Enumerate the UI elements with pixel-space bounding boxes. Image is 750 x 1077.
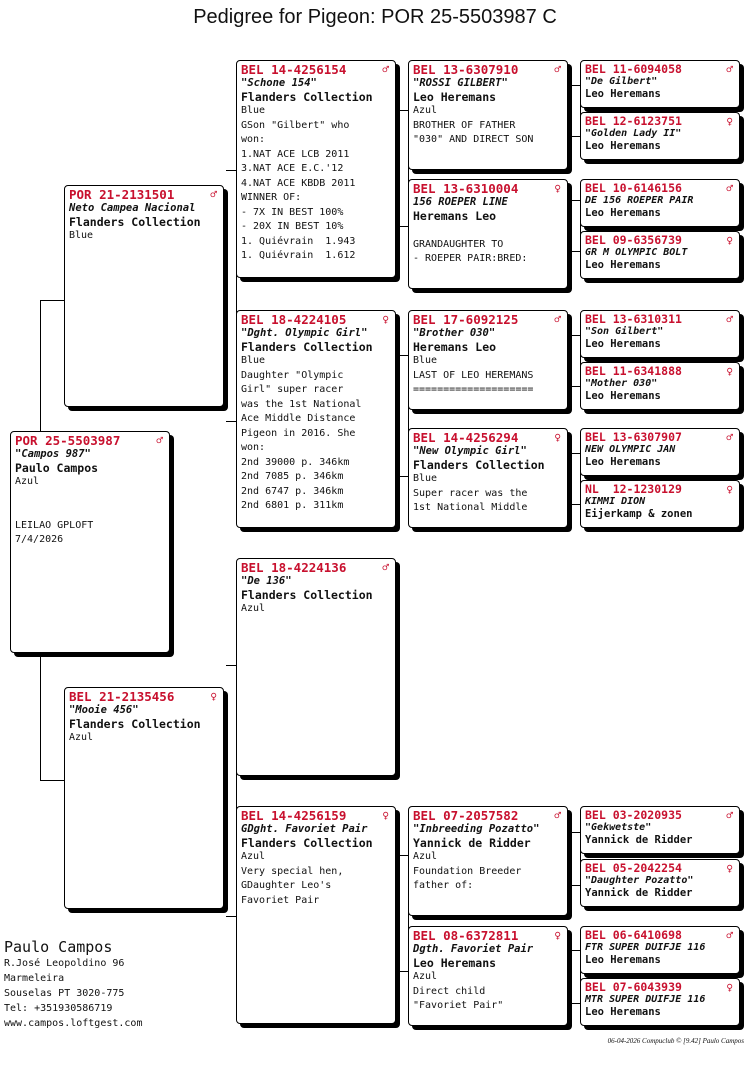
breeder: Leo Heremans: [585, 259, 661, 271]
owner-website[interactable]: www.campos.loftgest.com: [4, 1018, 143, 1029]
female-icon: ♀: [382, 313, 389, 326]
info-line: [15, 504, 165, 519]
breeder: Leo Heremans: [585, 88, 661, 100]
info-line: 2nd 7085 p. 346km: [241, 471, 344, 482]
info-line: Azul: [413, 971, 438, 982]
pigeon-card-g3[interactable]: [580, 179, 740, 227]
ring-number: BEL 14-4256294: [413, 430, 519, 445]
owner-name: Paulo Campos: [4, 938, 113, 956]
info-line: 7/4/2026: [15, 534, 64, 545]
breeder: Heremans Leo: [413, 340, 497, 354]
info-line: Very special hen,: [241, 865, 344, 877]
female-icon: ♀: [726, 483, 733, 496]
male-icon: ♂: [554, 809, 561, 822]
info-line: Super racer was the: [413, 487, 528, 499]
info-line: 2nd 6801 p. 311km: [241, 500, 344, 511]
ring-number: NL 12-1230129: [585, 482, 682, 496]
ring-number: BEL 13-6310311: [585, 312, 682, 326]
info-line: [413, 223, 563, 238]
info-line: Azul: [413, 105, 438, 116]
pigeon-name: "Inbreeding Pozatto": [413, 823, 540, 835]
info-line: father of:: [413, 880, 474, 891]
pigeon-card-ssd[interactable]: [408, 179, 568, 289]
breeder: Leo Heremans: [585, 390, 661, 402]
breeder: Yannick de Ridder: [585, 834, 693, 846]
ring-number: BEL 09-6356739: [585, 233, 682, 247]
owner-address: R.José Leopoldino 96: [4, 958, 125, 969]
owner-block: [4, 938, 142, 1031]
female-icon: ♀: [726, 862, 733, 875]
pigeon-name: "Schone 154": [241, 77, 317, 89]
ring-number: BEL 11-6341888: [585, 364, 682, 378]
pigeon-name: "Son Gilbert": [585, 326, 664, 337]
breeder: Leo Heremans: [413, 90, 497, 104]
breeder: Paulo Campos: [15, 461, 99, 475]
pigeon-card-dam[interactable]: [64, 687, 224, 909]
male-icon: ♂: [726, 182, 733, 195]
ring-number: BEL 06-6410698: [585, 928, 682, 942]
pigeon-card-sds[interactable]: [408, 310, 568, 410]
ring-number: BEL 03-2020935: [585, 808, 682, 822]
pigeon-card-sss[interactable]: [408, 60, 568, 170]
breeder: Leo Heremans: [585, 1006, 661, 1018]
breeder: Flanders Collection: [69, 215, 201, 229]
breeder: Leo Heremans: [585, 207, 661, 219]
info-line: Favoriet Pair: [241, 894, 320, 906]
connector: [40, 300, 65, 431]
info-line: Azul: [413, 851, 438, 862]
ring-number: POR 21-2131501: [69, 187, 175, 202]
pigeon-name: FTR SUPER DUIFJE 116: [585, 942, 706, 953]
info-line: Azul: [241, 603, 266, 614]
female-icon: ♀: [554, 182, 561, 195]
ring-number: BEL 13-6310004: [413, 181, 519, 196]
info-line: LAST OF LEO HEREMANS: [413, 369, 534, 381]
info-line: won:: [241, 134, 266, 145]
ring-number: BEL 08-6372811: [413, 928, 519, 943]
info-line: Blue: [241, 105, 266, 116]
info-line: Azul: [15, 476, 40, 487]
info-line: Ace Middle Distance: [241, 413, 356, 424]
ring-number: BEL 12-6123751: [585, 114, 682, 128]
breeder: Eijerkamp & zonen: [585, 508, 693, 520]
male-icon: ♂: [726, 809, 733, 822]
female-icon: ♀: [382, 809, 389, 822]
info-line: Blue: [241, 355, 266, 366]
pigeon-name: 156 ROEPER LINE: [413, 196, 508, 208]
ring-number: BEL 21-2135456: [69, 689, 175, 704]
male-icon: ♂: [726, 929, 733, 942]
female-icon: ♀: [210, 690, 217, 703]
ring-number: POR 25-5503987: [15, 433, 121, 448]
pigeon-card-g16[interactable]: [580, 978, 740, 1026]
ring-number: BEL 13-6307910: [413, 62, 519, 77]
female-icon: ♀: [726, 365, 733, 378]
pigeon-name: "Golden Lady II": [585, 128, 682, 139]
breeder: Leo Heremans: [413, 956, 497, 970]
breeder: Leo Heremans: [585, 140, 661, 152]
female-icon: ♀: [554, 929, 561, 942]
pigeon-card-g1[interactable]: [580, 60, 740, 108]
info-line: GDaughter Leo's: [241, 880, 332, 891]
male-icon: ♂: [156, 434, 163, 447]
ring-number: BEL 18-4224136: [241, 560, 347, 575]
female-icon: ♀: [726, 981, 733, 994]
pigeon-card-g14[interactable]: [580, 859, 740, 907]
ring-number: BEL 11-6094058: [585, 62, 682, 76]
info-line: Blue: [413, 473, 438, 484]
footer-credit: 06-04-2026 Compuclub © [9.42] Paulo Campos: [607, 1037, 744, 1045]
pigeon-card-g6[interactable]: [580, 362, 740, 410]
info-line: Girl" super racer: [241, 384, 344, 395]
ring-number: BEL 05-2042254: [585, 861, 682, 875]
male-icon: ♂: [210, 188, 217, 201]
pigeon-name: "De Gilbert": [585, 76, 658, 87]
pigeon-card-dam-dam[interactable]: [236, 806, 396, 1024]
pigeon-card-sire[interactable]: [64, 185, 224, 407]
ring-number: BEL 07-2057582: [413, 808, 519, 823]
breeder: Flanders Collection: [241, 340, 373, 354]
info-line: 2nd 6747 p. 346km: [241, 485, 344, 497]
info-line: LEILAO GPLOFT: [15, 519, 94, 531]
info-line: Azul: [69, 732, 94, 743]
pigeon-card-ddd[interactable]: [408, 926, 568, 1026]
info-line: Blue: [413, 355, 438, 366]
male-icon: ♂: [382, 561, 389, 574]
ring-number: BEL 14-4256159: [241, 808, 347, 823]
pigeon-card-sdd[interactable]: [408, 428, 568, 528]
pigeon-name: Dgth. Favoriet Pair: [413, 943, 534, 955]
female-icon: ♀: [726, 115, 733, 128]
info-line: 3.NAT ACE E.C.'12: [241, 163, 344, 174]
male-icon: ♂: [554, 63, 561, 76]
male-icon: ♂: [554, 313, 561, 326]
breeder: Yannick de Ridder: [585, 887, 693, 899]
info-line: Azul: [241, 851, 266, 862]
info-line: 2nd 39000 p. 346km: [241, 456, 350, 468]
info-line: [15, 490, 165, 505]
info-line: Foundation Breeder: [413, 865, 522, 877]
breeder: Leo Heremans: [585, 456, 661, 468]
info-line: 1st National Middle: [413, 502, 528, 513]
breeder: Flanders Collection: [413, 458, 545, 472]
pigeon-card-dam-sire[interactable]: [236, 558, 396, 776]
pigeon-name: "Gekwetste": [585, 822, 652, 833]
connector: [40, 652, 65, 781]
ring-number: BEL 13-6307907: [585, 430, 682, 444]
pigeon-name: GDght. Favoriet Pair: [241, 823, 368, 835]
breeder: Flanders Collection: [241, 90, 373, 104]
pigeon-card-g8[interactable]: [580, 480, 740, 528]
info-line: 1.NAT ACE LCB 2011: [241, 148, 350, 160]
breeder: Flanders Collection: [69, 717, 201, 731]
pigeon-name: Neto Campea Nacional: [69, 202, 196, 214]
info-line: 1. Quiévrain 1.612: [241, 250, 356, 261]
pigeon-name: "Dght. Olympic Girl": [241, 327, 368, 339]
pigeon-name: "Brother 030": [413, 327, 496, 339]
info-line: BROTHER OF FATHER: [413, 119, 516, 131]
breeder: Heremans Leo: [413, 209, 497, 223]
pigeon-name: "De 136": [241, 575, 292, 587]
info-line: won:: [241, 442, 266, 453]
pigeon-name: NEW OLYMPIC JAN: [585, 444, 676, 455]
pigeon-card-sire-sire[interactable]: [236, 60, 396, 278]
ring-number: BEL 17-6092125: [413, 312, 519, 327]
info-line: Daughter "Olympic: [241, 369, 344, 381]
owner-phone: Tel: +351930586719: [4, 1003, 113, 1014]
breeder: Flanders Collection: [241, 836, 373, 850]
info-line: Pigeon in 2016. She: [241, 427, 356, 439]
info-line: 1. Quiévrain 1.943: [241, 235, 356, 247]
pigeon-card-g2[interactable]: [580, 112, 740, 160]
male-icon: ♂: [382, 63, 389, 76]
pigeon-card-g7[interactable]: [580, 428, 740, 476]
pigeon-name: MTR SUPER DUIFJE 116: [585, 994, 706, 1005]
female-icon: ♀: [554, 431, 561, 444]
pigeon-card-g15[interactable]: [580, 926, 740, 974]
female-icon: ♀: [726, 234, 733, 247]
pigeon-name: "New Olympic Girl": [413, 445, 527, 457]
male-icon: ♂: [726, 63, 733, 76]
info-line: Blue: [69, 230, 94, 241]
info-line: "Favoriet Pair": [413, 1000, 504, 1011]
owner-postcode: Souselas PT 3020-775: [4, 988, 125, 999]
ring-number: BEL 10-6146156: [585, 181, 682, 195]
breeder: Flanders Collection: [241, 588, 373, 602]
page-title: Pedigree for Pigeon: POR 25-5503987 C: [193, 6, 557, 28]
pigeon-card-dds[interactable]: [408, 806, 568, 916]
breeder: Leo Heremans: [585, 954, 661, 966]
info-line: 4.NAT ACE KBDB 2011: [241, 177, 356, 189]
pigeon-name: "ROSSI GILBERT": [413, 77, 508, 89]
pigeon-card-subject[interactable]: [10, 431, 170, 653]
breeder: Yannick de Ridder: [413, 836, 531, 850]
ring-number: BEL 07-6043939: [585, 980, 682, 994]
pigeon-name: "Daughter Pozatto": [585, 875, 694, 886]
pigeon-name: KIMMI DION: [585, 496, 646, 507]
info-line: was the 1st National: [241, 398, 362, 410]
male-icon: ♂: [726, 313, 733, 326]
info-line: - 20X IN BEST 10%: [241, 221, 344, 232]
pigeon-name: DE 156 ROEPER PAIR: [585, 195, 694, 206]
ring-number: BEL 18-4224105: [241, 312, 347, 327]
pigeon-card-g4[interactable]: [580, 231, 740, 279]
info-line: - 7X IN BEST 100%: [241, 206, 344, 218]
info-line: - ROEPER PAIR:BRED:: [413, 253, 528, 264]
info-line: GSon "Gilbert" who: [241, 119, 350, 131]
pigeon-card-g5[interactable]: [580, 310, 740, 358]
info-line: Direct child: [413, 985, 486, 997]
pigeon-name: "Mooie 456": [69, 704, 139, 716]
info-line: WINNER OF:: [241, 192, 302, 203]
pigeon-card-sire-dam[interactable]: [236, 310, 396, 528]
info-line: GRANDAUGHTER TO: [413, 238, 504, 250]
male-icon: ♂: [726, 431, 733, 444]
info-line: "030" AND DIRECT SON: [413, 134, 534, 145]
pigeon-name: "Campos 987": [15, 448, 91, 460]
ring-number: BEL 14-4256154: [241, 62, 347, 77]
pigeon-name: "Mother 030": [585, 378, 658, 389]
pigeon-card-g13[interactable]: [580, 806, 740, 854]
owner-locality: Marmeleira: [4, 973, 65, 984]
info-line: ====================: [413, 384, 534, 395]
pigeon-name: GR M OLYMPIC BOLT: [585, 247, 688, 258]
breeder: Leo Heremans: [585, 338, 661, 350]
